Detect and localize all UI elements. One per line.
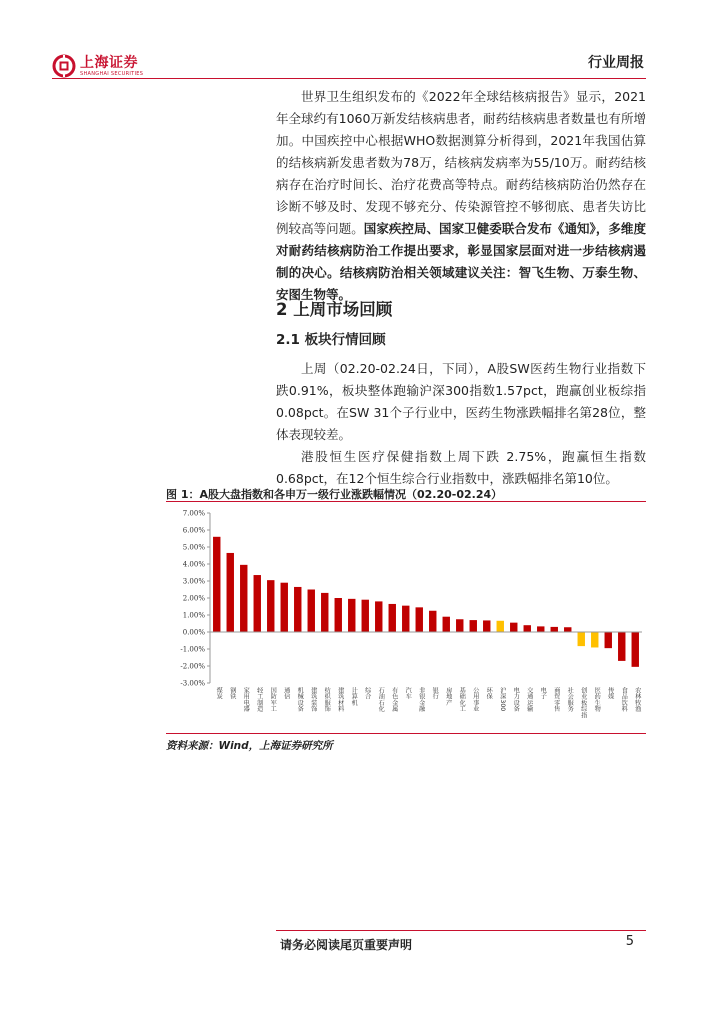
page-number: 5 [625,934,634,949]
y-tick-label: 5.00% [182,543,205,552]
bar [578,632,585,646]
x-tick-label: 建筑材料 [336,687,344,712]
market-review-paragraph-2: 港股恒生医疗保健指数上周下跌 2.75%，跑赢恒生指数0.68pct，在12个恒生综合行业指数中，涨跌幅排名第10位。 [276,449,646,486]
bar [416,607,423,632]
x-tick-label: 轻工制造 [255,687,263,712]
x-tick-label: 汽车 [404,687,412,700]
bar [551,627,558,632]
x-tick-label: 煤炭 [215,687,223,700]
logo-english-name: SHANGHAI SECURITIES [80,70,144,77]
x-tick-label: 电力设备 [512,687,520,712]
x-tick-label: 基础化工 [458,687,466,712]
figure-caption: 图 1：A股大盘指数和各申万一级行业涨跌幅情况（02.20-02.24） [166,488,503,501]
x-tick-label: 纺织服饰 [323,687,331,712]
report-type: 行业周报 [588,55,644,71]
x-tick-label: 有色金属 [390,687,398,712]
bar [227,553,234,632]
subsection-heading: 2.1 板块行情回顾 [276,332,386,348]
x-tick-label: 交通运输 [525,687,533,712]
x-tick-label: 沪深300 [498,687,506,712]
logo-name: 上海证券 [80,54,138,71]
figure-source: 资料来源：Wind，上海证券研究所 [166,740,333,752]
footer-divider [276,930,646,931]
x-tick-label: 环保 [485,687,493,700]
bar [294,587,301,632]
footer-disclaimer: 请务必阅读尾页重要声明 [280,938,413,952]
bar [456,619,463,632]
market-review-paragraph-1: 上周（02.20-02.24日，下同），A股SW医药生物行业指数下跌0.91%，板块整体跑输沪深300指数1.57pct，跑赢创业板综指0.08pct。在SW 31个子行业中，医药生物涨跌幅排名第28位，整体表现较差。 [276,361,646,442]
bar [335,598,342,632]
y-tick-label: -1.00% [180,645,205,654]
bar [402,606,409,632]
x-tick-label: 机械设备 [296,687,304,712]
logo-emblem-icon [52,54,76,78]
intro-text: 世界卫生组织发布的《2022年全球结核病报告》显示，2021年全球约有1060万新发结核病患者，耐药结核病患者数量也有所增加。中国疾控中心根据WHO数据测算分析得到，2021年我国估算的结核病新发患者数为78万，结核病发病率为55/10万。耐药结核病存在治疗时间长、治疗花费高等特点。耐药结核病防治仍然存在诊断不够及时、发现不够充分、传染源管控不够彻底、患者失访比例较高等问题。 [276,89,646,236]
y-tick-label: 1.00% [182,611,205,620]
bar [591,632,598,647]
bar [267,580,274,632]
section-heading: 2 上周市场回顾 [276,300,393,319]
industry-returns-bar-chart [166,503,646,731]
y-tick-label: 6.00% [182,526,205,535]
figure-top-rule [166,501,646,502]
bar [348,599,355,632]
bar [254,575,261,632]
x-tick-label: 食品饮料 [620,687,628,712]
x-tick-label: 家用电器 [242,687,250,712]
company-logo [52,54,143,78]
y-tick-label: 0.00% [182,628,205,637]
intro-highlight: 国家疾控局、国家卫健委联合发布《通知》，多维度对耐药结核病防治工作提出要求，彰显国家层面对进一步结核病遏制的决心。结核病防治相关领域建议关注：智飞生物、万泰生物、安图生物等。 [276,221,646,302]
x-tick-label: 公用事业 [471,687,479,712]
y-tick-label: 2.00% [182,594,205,603]
y-tick-label: 7.00% [182,509,205,518]
bar [308,590,315,633]
x-tick-label: 创业板综指 [579,687,587,718]
x-tick-label: 农林牧渔 [633,687,641,712]
x-tick-label: 综合 [363,687,371,700]
bar [362,600,369,632]
header-divider [52,78,646,79]
y-tick-label: -2.00% [180,662,205,671]
bar [564,627,571,632]
bar [483,620,490,632]
x-tick-label: 建筑装饰 [309,687,317,712]
bar [443,617,450,632]
bar [429,611,436,632]
x-tick-label: 非银金融 [417,687,425,712]
x-tick-label: 医药生物 [593,687,601,712]
bar [605,632,612,648]
x-tick-label: 电子 [539,687,547,700]
bar [497,621,504,632]
x-tick-label: 商贸零售 [552,687,560,712]
x-tick-label: 钢铁 [228,687,236,700]
bar [470,620,477,632]
bar [375,601,382,632]
x-tick-label: 银行 [431,687,439,700]
x-tick-label: 房地产 [444,687,452,706]
x-tick-label: 传媒 [606,687,614,700]
x-tick-label: 社会服务 [566,687,574,712]
y-tick-label: 4.00% [182,560,205,569]
x-tick-label: 石油石化 [377,687,385,712]
bar [618,632,625,661]
x-tick-label: 计算机 [350,687,358,706]
x-tick-label: 国防军工 [269,687,277,712]
intro-paragraph [276,86,646,306]
figure-bottom-rule [166,733,646,734]
x-tick-label: 通信 [282,687,290,700]
bar [321,593,328,632]
bar [389,604,396,632]
bar [632,632,639,667]
bar [524,625,531,632]
bar [213,537,220,632]
y-tick-label: -3.00% [180,679,205,688]
bar [281,583,288,632]
bar [240,565,247,632]
y-tick-label: 3.00% [182,577,205,586]
bar [510,623,517,632]
bar [537,626,544,632]
